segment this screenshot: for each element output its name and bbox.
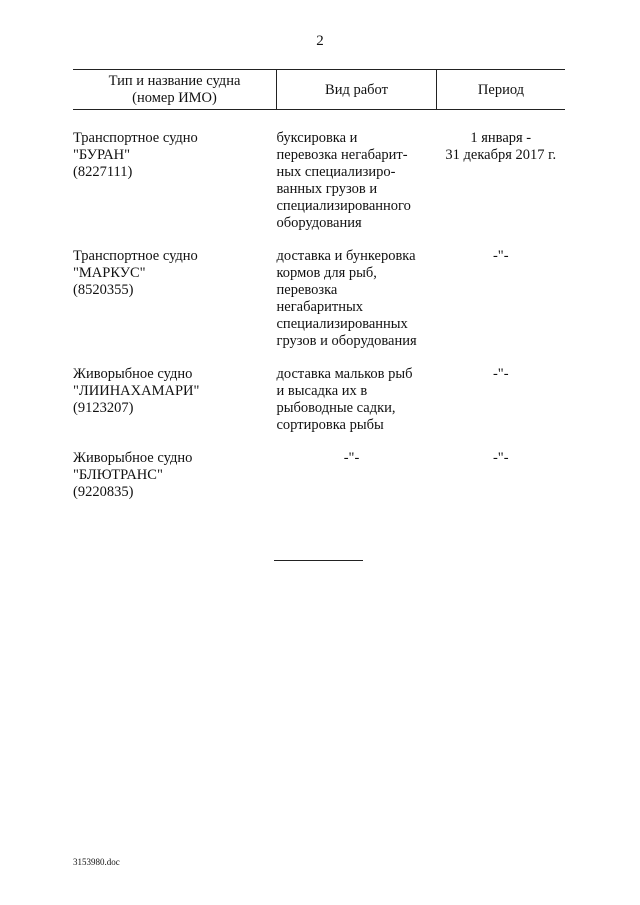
period-line: 31 декабря 2017 г.	[445, 147, 557, 163]
vessel-name: "ЛИИНАХАМАРИ"	[73, 383, 200, 399]
vessel-type: Транспортное судно	[73, 248, 198, 264]
header-period: Период	[437, 70, 566, 110]
table-header-row	[73, 70, 565, 110]
table-row	[73, 248, 565, 350]
header-work: Вид работ	[277, 70, 437, 110]
period-cell	[437, 130, 566, 232]
vessel-cell	[73, 248, 277, 350]
vessel-type: Живорыбное судно	[73, 450, 193, 466]
end-of-list-rule	[274, 560, 363, 561]
work-cell	[277, 366, 437, 434]
ditto-mark: -"-	[492, 248, 509, 264]
table-row	[73, 366, 565, 434]
header-vessel	[73, 70, 277, 110]
work-line: кормов для рыб,	[276, 265, 377, 281]
work-line: доставка и бункеровка	[276, 248, 416, 264]
work-line: ных специализиро-	[276, 164, 396, 180]
footer-file-name: 3153980.doc	[73, 857, 120, 867]
vessel-cell	[73, 130, 277, 232]
work-line: буксировка и	[276, 130, 358, 146]
work-line: ванных грузов и	[276, 181, 378, 197]
header-vessel-line: (номер ИМО)	[132, 90, 217, 106]
work-line: перевозка негабарит-	[276, 147, 408, 163]
work-cell	[277, 130, 437, 232]
work-line: негабаритных	[276, 299, 363, 315]
work-cell	[277, 450, 437, 501]
work-line: специализированного	[276, 198, 411, 214]
work-line: грузов и оборудования	[276, 333, 417, 349]
vessel-imo: (8227111)	[73, 164, 133, 180]
work-line: и высадка их в	[276, 383, 368, 399]
period-cell	[437, 248, 566, 350]
work-line: специализированных	[276, 316, 408, 332]
vessel-imo: (9220835)	[73, 484, 134, 500]
work-line: рыбоводные садки,	[276, 400, 396, 416]
table-row	[73, 130, 565, 232]
vessel-imo: (8520355)	[73, 282, 134, 298]
table-row	[73, 450, 565, 501]
vessel-name: "БЛЮТРАНС"	[73, 467, 163, 483]
vessel-name: "МАРКУС"	[73, 265, 146, 281]
page-number: 2	[316, 33, 324, 49]
vessel-name: "БУРАН"	[73, 147, 131, 163]
vessels-table	[73, 69, 565, 501]
vessel-type: Живорыбное судно	[73, 366, 193, 382]
work-line: оборудования	[276, 215, 362, 231]
work-line: доставка мальков рыб	[276, 366, 413, 382]
ditto-mark: -"-	[343, 450, 360, 466]
vessel-imo: (9123207)	[73, 400, 134, 416]
period-line: 1 января -	[470, 130, 532, 146]
work-line: перевозка	[276, 282, 338, 298]
period-cell	[437, 366, 566, 434]
ditto-mark: -"-	[492, 366, 509, 382]
ditto-mark: -"-	[492, 450, 509, 466]
vessel-cell	[73, 450, 277, 501]
work-line: сортировка рыбы	[276, 417, 384, 433]
vessel-type: Транспортное судно	[73, 130, 198, 146]
vessel-cell	[73, 366, 277, 434]
work-cell	[277, 248, 437, 350]
period-cell	[437, 450, 566, 501]
header-vessel-line: Тип и название судна	[108, 73, 241, 89]
